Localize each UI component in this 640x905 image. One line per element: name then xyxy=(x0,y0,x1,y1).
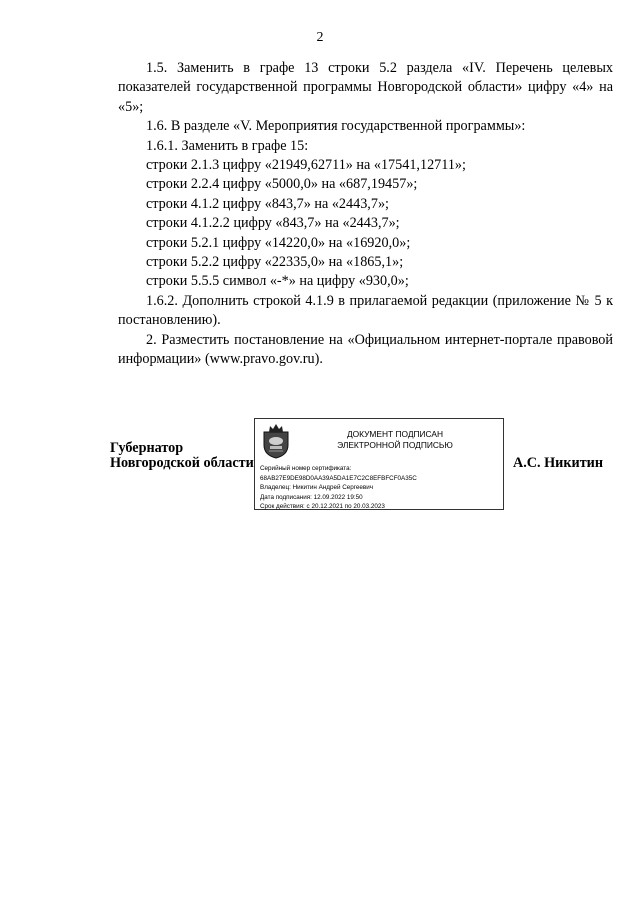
serial-label: Серийный номер сертификата: xyxy=(260,465,352,472)
stamp-header xyxy=(295,429,495,451)
stamp-title-line-1: ДОКУМЕНТ ПОДПИСАН xyxy=(346,429,444,439)
paragraph-2: 2. Разместить постановление на «Официальном интернет-портале правовой информации» (www.pravo.gov.ru). xyxy=(118,331,613,368)
paragraph-1-6: 1.6. В разделе «V. Мероприятия государственной программы»: xyxy=(146,118,526,135)
list-item: строки 5.2.2 цифру «22335,0» на «1865,1»; xyxy=(146,254,404,271)
signing-date: Дата подписания: 12.09.2022 19:50 xyxy=(260,493,363,501)
position-line-2: Новгородской области xyxy=(110,455,254,471)
list-item: строки 2.1.3 цифру «21949,62711» на «17541,12711»; xyxy=(146,157,466,174)
certificate-owner: Владелец: Никитин Андрей Сергеевич xyxy=(260,484,374,491)
electronic-signature-stamp xyxy=(254,418,504,510)
paragraph-1-5: 1.5. Заменить в графе 13 строки 5.2 раздела «IV. Перечень целевых показателей государственной программы Новгородской области» цифру «4» на «5»; xyxy=(118,60,613,115)
page-number: 2 xyxy=(316,30,324,45)
stamp-details xyxy=(260,464,502,512)
list-item: строки 4.1.2 цифру «843,7» на «2443,7»; xyxy=(146,195,389,212)
novgorod-coat-of-arms-icon xyxy=(261,423,291,459)
serial-number: 68AB27E9DE98D0AA39A5DA1E7C2C8EFBFCF0A35C xyxy=(260,474,417,482)
position-line-1: Губернатор xyxy=(110,440,184,456)
list-item: строки 5.5.5 символ «-*» на цифру «930,0»; xyxy=(146,273,409,290)
signatory-position xyxy=(110,441,254,471)
list-item: строки 5.2.1 цифру «14220,0» на «16920,0»; xyxy=(146,234,411,251)
list-item: строки 4.1.2.2 цифру «843,7» на «2443,7»; xyxy=(146,215,400,232)
certificate-validity: Срок действия: с 20.12.2021 по 20.03.2023 xyxy=(260,503,385,510)
paragraph-1-6-1: 1.6.1. Заменить в графе 15: xyxy=(146,137,309,154)
paragraph-1-6-2: 1.6.2. Дополнить строкой 4.1.9 в прилагаемой редакции (приложение № 5 к постановлению). xyxy=(118,292,613,329)
signatory-name: А.С. Никитин xyxy=(513,455,604,471)
stamp-title-line-2: ЭЛЕКТРОННОЙ ПОДПИСЬЮ xyxy=(337,440,453,450)
list-item: строки 2.2.4 цифру «5000,0» на «687,19457»; xyxy=(146,176,418,193)
document-body xyxy=(118,59,613,370)
